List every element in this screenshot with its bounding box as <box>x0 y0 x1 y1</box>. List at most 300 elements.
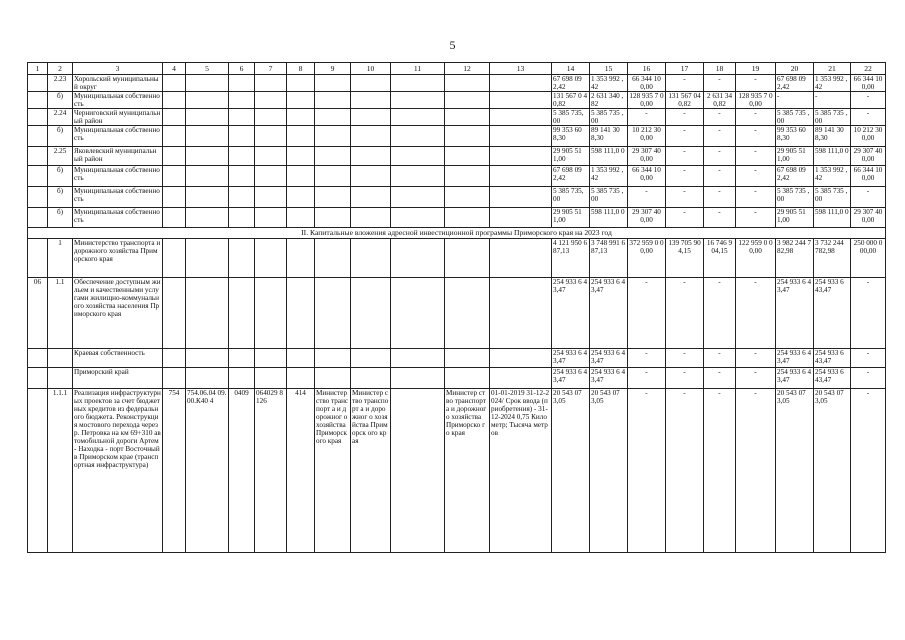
table-cell: 66 344 10 0,00 <box>851 75 886 92</box>
table-cell: - <box>666 187 704 208</box>
table-cell <box>351 208 391 228</box>
table-row <box>28 389 886 553</box>
table-cell: 1 353 992 ,42 <box>590 75 628 92</box>
table-cell: - <box>628 278 666 349</box>
table-cell: - <box>736 166 776 187</box>
table-cell: 598 111,0 0 <box>590 208 628 228</box>
table-cell <box>287 147 315 166</box>
table-cell: 5 385 735, 00 <box>552 187 590 208</box>
table-cell: 139 705 904,15 <box>666 239 704 278</box>
table-row <box>28 92 886 109</box>
table-cell: б) <box>48 208 73 228</box>
table-cell <box>255 208 287 228</box>
investment-table <box>27 62 886 553</box>
table-cell <box>28 75 48 92</box>
table-cell: - <box>666 126 704 147</box>
table-cell <box>315 126 351 147</box>
table-cell <box>445 166 490 187</box>
table-cell <box>48 368 73 389</box>
table-cell: 29 905 51 1,00 <box>776 208 814 228</box>
table-cell: Муниципальная собственность <box>73 126 163 147</box>
table-cell <box>490 75 552 92</box>
table-cell <box>287 349 315 368</box>
table-cell: 99 353 60 8,30 <box>552 126 590 147</box>
table-cell <box>229 368 255 389</box>
table-cell <box>28 389 48 553</box>
table-cell <box>391 278 445 349</box>
table-row <box>28 75 886 92</box>
table-cell: 66 344 10 0,00 <box>851 166 886 187</box>
table-cell: 2.25 <box>48 147 73 166</box>
table-cell <box>255 75 287 92</box>
table-cell: 5 385 735 ,00 <box>776 109 814 126</box>
table-cell: 20 543 07 3,05 <box>776 389 814 553</box>
table-cell: - <box>814 92 851 109</box>
table-cell <box>28 187 48 208</box>
column-header-cell: 22 <box>851 63 886 75</box>
table-cell <box>351 349 391 368</box>
table-cell: 1 353 992 ,42 <box>814 75 851 92</box>
table-cell <box>186 92 229 109</box>
table-row <box>28 109 886 126</box>
table-cell <box>255 368 287 389</box>
column-header-cell: 8 <box>287 63 315 75</box>
table-cell <box>490 278 552 349</box>
table-cell <box>445 239 490 278</box>
table-cell <box>229 278 255 349</box>
section-title: II. Капитальные вложения адресной инвестиционной программы Приморского края на 2023 год <box>28 228 886 239</box>
table-cell: 29 307 40 0,00 <box>851 208 886 228</box>
table-cell: - <box>666 147 704 166</box>
table-cell: - <box>851 92 886 109</box>
table-cell: 5 385 735 ,00 <box>814 109 851 126</box>
table-cell <box>445 92 490 109</box>
table-cell: Министер ство транспорт а и дорожног о хозяйства Приморск ого края <box>315 389 351 553</box>
table-cell: - <box>776 92 814 109</box>
column-header-cell: 4 <box>163 63 186 75</box>
table-cell: 064029 8126 <box>255 389 287 553</box>
table-cell <box>315 208 351 228</box>
table-cell: Яковлевский муниципальный район <box>73 147 163 166</box>
table-cell: 5 385 735 ,00 <box>590 187 628 208</box>
table-cell: 89 141 30 8,30 <box>590 126 628 147</box>
column-header-cell: 7 <box>255 63 287 75</box>
table-cell <box>229 166 255 187</box>
table-cell: - <box>736 389 776 553</box>
table-cell <box>351 126 391 147</box>
table-cell: 20 543 07 3,05 <box>552 389 590 553</box>
table-cell <box>287 92 315 109</box>
column-header-cell: 1 <box>28 63 48 75</box>
table-cell <box>28 208 48 228</box>
table-cell <box>287 109 315 126</box>
table-cell: - <box>736 187 776 208</box>
table-cell <box>186 187 229 208</box>
table-cell: 67 698 09 2,42 <box>552 75 590 92</box>
table-cell <box>287 208 315 228</box>
table-cell <box>186 147 229 166</box>
table-cell: 3 748 991 687,13 <box>590 239 628 278</box>
column-header-cell: 17 <box>666 63 704 75</box>
table-cell <box>255 166 287 187</box>
table-cell: - <box>851 389 886 553</box>
table-cell: 254 933 6 43,47 <box>590 349 628 368</box>
table-cell <box>351 75 391 92</box>
table-cell: 20 543 07 3,05 <box>814 389 851 553</box>
table-row <box>28 187 886 208</box>
table-cell <box>229 147 255 166</box>
table-cell <box>391 166 445 187</box>
table-cell: - <box>666 389 704 553</box>
table-cell: 06 <box>28 278 48 349</box>
table-cell: 128 935 7 00,00 <box>629 92 664 108</box>
table-cell <box>445 109 490 126</box>
table-cell: 29 307 40 0,00 <box>851 147 886 166</box>
table-cell: 1 <box>48 239 73 278</box>
table-cell: 3 732 244 782,98 <box>814 239 851 278</box>
table-cell <box>391 368 445 389</box>
table-cell <box>351 278 391 349</box>
table-cell <box>490 349 552 368</box>
column-header-cell: 19 <box>736 63 776 75</box>
table-cell: 01-01-2019 31-12-2024/ Срок ввода (приобретения) - 31-12-2024 0,75 Километр; Тысяча метров <box>490 389 552 553</box>
table-cell: 5 385 735, 00 <box>552 109 590 126</box>
section-title-row <box>28 228 886 239</box>
table-cell: 2 631 34 0,82 <box>704 92 736 109</box>
table-cell: 254 933 6 43,47 <box>776 349 814 368</box>
table-cell: - <box>736 109 776 126</box>
table-cell: - <box>666 75 704 92</box>
table-cell: 29 307 40 0,00 <box>628 147 666 166</box>
column-header-cell: 12 <box>445 63 490 75</box>
table-cell: 3 982 244 782,98 <box>776 239 814 278</box>
table-cell <box>490 126 552 147</box>
table-cell <box>315 239 351 278</box>
table-cell: 2.24 <box>48 109 73 126</box>
table-cell <box>351 147 391 166</box>
table-cell: 29 905 51 1,00 <box>552 208 590 228</box>
table-cell: 598 111,0 0 <box>814 147 851 166</box>
table-cell <box>315 109 351 126</box>
table-cell: 1 353 992 ,42 <box>590 166 628 187</box>
table-cell: - <box>736 208 776 228</box>
table-cell <box>255 187 287 208</box>
table-row <box>28 349 886 368</box>
table-cell: 122 959 0 00,00 <box>736 239 776 278</box>
table-cell: 254 933 6 43,47 <box>552 368 590 389</box>
table-cell: - <box>851 368 886 389</box>
table-cell <box>163 208 186 228</box>
table-cell <box>351 239 391 278</box>
column-header-cell: 11 <box>391 63 445 75</box>
table-cell: - <box>736 126 776 147</box>
table-cell <box>490 166 552 187</box>
table-cell: Обеспечение доступным жильем и качественными услугами жилищно-коммунального хозяйства населения Приморского края <box>73 278 163 349</box>
table-cell <box>391 389 445 553</box>
table-cell: 67 698 09 2,42 <box>552 166 590 187</box>
table-cell <box>287 368 315 389</box>
table-cell <box>445 349 490 368</box>
column-header-cell: 10 <box>351 63 391 75</box>
table-cell: Министер ство транспорт а и дорожного хозяйства Приморско го края <box>445 389 490 553</box>
table-cell: Краевая собственность <box>73 349 163 368</box>
table-cell: 254 933 6 43,47 <box>590 278 628 349</box>
table-cell <box>445 126 490 147</box>
table-cell: 5 385 735 ,00 <box>590 109 628 126</box>
table-cell: - <box>628 349 666 368</box>
table-cell: - <box>736 368 776 389</box>
column-header-cell: 3 <box>73 63 163 75</box>
table-cell <box>186 349 229 368</box>
table-cell <box>28 239 48 278</box>
table-cell: - <box>736 75 776 92</box>
table-cell <box>28 147 48 166</box>
table-cell: - <box>704 278 736 349</box>
page-number: 5 <box>449 38 456 52</box>
table-cell <box>391 92 445 109</box>
table-cell: - <box>704 166 736 187</box>
table-cell: Черниговский муниципальный район <box>73 109 163 126</box>
table-cell: 254 933 6 43,47 <box>776 278 814 349</box>
column-header-cell: 13 <box>490 63 552 75</box>
table-cell <box>163 187 186 208</box>
table-cell <box>391 126 445 147</box>
table-cell: - <box>736 278 776 349</box>
table-cell: - <box>851 278 886 349</box>
table-cell: 754 <box>163 389 186 553</box>
table-cell <box>163 239 186 278</box>
table-cell: б) <box>48 166 73 187</box>
table-cell <box>315 278 351 349</box>
table-cell <box>255 92 287 109</box>
table-cell <box>490 109 552 126</box>
table-cell: - <box>704 208 736 228</box>
table-cell: 372 959 0 00,00 <box>628 239 666 278</box>
table-cell: - <box>704 75 736 92</box>
table-cell <box>315 92 351 109</box>
table-cell <box>490 208 552 228</box>
table-cell <box>391 208 445 228</box>
table-cell: - <box>851 109 886 126</box>
table-cell <box>163 92 186 109</box>
table-cell <box>229 92 255 109</box>
table-cell: 250 000 0 00,00 <box>851 239 886 278</box>
table-cell: 10 212 30 0,00 <box>851 126 886 147</box>
table-cell <box>315 187 351 208</box>
table-cell <box>186 368 229 389</box>
table-cell <box>490 239 552 278</box>
table-cell: 99 353 60 8,30 <box>776 126 814 147</box>
table-cell <box>229 187 255 208</box>
table-cell <box>28 92 48 109</box>
column-header-cell: 2 <box>48 63 73 75</box>
table-cell <box>255 126 287 147</box>
table-cell: 1.1 <box>48 278 73 349</box>
table-cell: б) <box>48 187 73 208</box>
table-cell: 67 698 09 2,42 <box>776 75 814 92</box>
table-cell: Муниципальная собственность <box>73 92 163 109</box>
table-cell: 0409 <box>229 389 255 553</box>
table-cell: Хорольский муниципальный округ <box>73 75 163 92</box>
table-cell: - <box>628 389 666 553</box>
table-cell: 1 353 992 ,42 <box>814 166 851 187</box>
table-cell <box>186 208 229 228</box>
column-header-cell: 5 <box>186 63 229 75</box>
table-cell <box>315 349 351 368</box>
table-cell <box>287 187 315 208</box>
table-cell: 29 307 40 0,00 <box>628 208 666 228</box>
table-cell: Муниципальная собственность <box>73 208 163 228</box>
table-cell <box>28 109 48 126</box>
table-cell <box>315 368 351 389</box>
table-cell: - <box>736 349 776 368</box>
table-cell: 254 933 6 43,47 <box>814 368 851 389</box>
table-cell <box>28 349 48 368</box>
table-cell <box>351 368 391 389</box>
table-cell <box>229 239 255 278</box>
table-cell <box>445 187 490 208</box>
table-row <box>28 239 886 278</box>
table-cell: - <box>666 349 704 368</box>
table-cell: 5 385 735 ,00 <box>814 187 851 208</box>
table-cell: - <box>666 208 704 228</box>
column-header-cell: 6 <box>229 63 255 75</box>
table-cell: 254 933 6 43,47 <box>814 349 851 368</box>
table-cell <box>163 278 186 349</box>
table-cell: 254 933 6 43,47 <box>776 368 814 389</box>
table-cell <box>351 166 391 187</box>
table-cell: - <box>851 349 886 368</box>
column-header-cell: 15 <box>590 63 628 75</box>
table-cell <box>28 166 48 187</box>
table-cell <box>391 187 445 208</box>
table-cell <box>391 147 445 166</box>
table-cell: 414 <box>287 389 315 553</box>
table-cell: 20 543 07 3,05 <box>590 389 628 553</box>
table-cell <box>186 239 229 278</box>
table-cell: 16 746 9 04,15 <box>704 239 736 278</box>
table-cell <box>351 187 391 208</box>
table-cell: 66 344 10 0,00 <box>628 166 666 187</box>
table-cell <box>287 126 315 147</box>
table-cell: - <box>851 187 886 208</box>
table-cell: Реализация инфраструктурных проектов за счет бюджетных кредитов из федерального бюджета. Реконструкция мостового перехода через р. Петровка на км 69+310 автомобильной дороги Артем - Находка - порт Восточный в Приморском крае (транспортная инфраструктура) <box>73 389 163 553</box>
table-cell <box>186 166 229 187</box>
table-cell <box>163 109 186 126</box>
table-cell: - <box>666 368 704 389</box>
table-cell: 598 111,0 0 <box>814 208 851 228</box>
table-cell <box>287 239 315 278</box>
table-cell: 1.1.1 <box>48 389 73 553</box>
table-cell: 254 933 6 43,47 <box>552 278 590 349</box>
table-cell <box>229 109 255 126</box>
table-cell: - <box>704 187 736 208</box>
table-cell: 254 933 6 43,47 <box>814 278 851 349</box>
column-header-cell: 14 <box>552 63 590 75</box>
table-cell <box>255 349 287 368</box>
table-cell: Муниципальная собственность <box>73 187 163 208</box>
table-cell: - <box>666 166 704 187</box>
table-cell <box>229 349 255 368</box>
table-cell: - <box>736 147 776 166</box>
table-cell <box>163 166 186 187</box>
table-cell <box>391 239 445 278</box>
table-cell: 29 905 51 1,00 <box>552 147 590 166</box>
table-cell: 66 344 10 0,00 <box>628 75 666 92</box>
table-cell: 254 933 6 43,47 <box>552 349 590 368</box>
table-cell <box>48 349 73 368</box>
table-cell: - <box>704 349 736 368</box>
table-cell <box>163 349 186 368</box>
table-cell <box>287 75 315 92</box>
table-cell <box>255 109 287 126</box>
table-cell: б) <box>48 92 73 109</box>
table-cell <box>255 239 287 278</box>
table-cell <box>315 75 351 92</box>
table-cell: 598 111,0 0 <box>590 147 628 166</box>
table-cell <box>287 278 315 349</box>
table-row <box>28 126 886 147</box>
table-cell: - <box>704 389 736 553</box>
table-cell: 131 567 040,82 <box>666 92 704 109</box>
table-cell <box>28 368 48 389</box>
table-cell: 5 385 735 ,00 <box>776 187 814 208</box>
table-row <box>28 368 886 389</box>
table-cell <box>229 75 255 92</box>
table-cell <box>490 187 552 208</box>
table-row <box>28 147 886 166</box>
table-cell <box>287 166 315 187</box>
table-cell: - <box>704 126 736 147</box>
column-header-cell: 18 <box>704 63 736 75</box>
table-cell <box>391 109 445 126</box>
table-cell: - <box>666 109 704 126</box>
table-cell <box>186 109 229 126</box>
table-cell <box>445 75 490 92</box>
table-cell: - <box>704 109 736 126</box>
table-cell <box>445 147 490 166</box>
table-row <box>28 278 886 349</box>
table-cell <box>490 92 552 109</box>
table-cell: 10 212 30 0,00 <box>628 126 666 147</box>
table-cell <box>351 109 391 126</box>
table-cell: 67 698 09 2,42 <box>776 166 814 187</box>
table-cell: Министерство транспорта и дорожного хозяйства Приморского края <box>73 239 163 278</box>
table-cell: 128 935 7 00,00 <box>736 92 776 109</box>
table-cell <box>229 126 255 147</box>
table-cell <box>186 278 229 349</box>
table-cell: Министер ство транспорт а и дорожног о хозяйства Приморск ого края <box>351 389 391 553</box>
table-cell <box>186 126 229 147</box>
table-cell <box>255 147 287 166</box>
table-cell <box>445 278 490 349</box>
table-cell: 89 141 30 8,30 <box>814 126 851 147</box>
table-cell <box>445 368 490 389</box>
column-header-cell: 16 <box>628 63 666 75</box>
table-cell <box>391 349 445 368</box>
table-cell: 754.06.04 09.00.К40 4 <box>186 389 229 553</box>
table-cell <box>490 368 552 389</box>
table-cell: - <box>704 147 736 166</box>
table-cell: 2 631 340 ,82 <box>590 92 628 109</box>
table-cell: Приморский край <box>73 368 163 389</box>
table-cell <box>315 166 351 187</box>
table-cell: 131 567 0 40,82 <box>552 92 590 109</box>
table-cell: - <box>628 109 666 126</box>
table-cell <box>445 208 490 228</box>
table-cell: 4 121 950 687,13 <box>552 239 590 278</box>
table-cell: - <box>628 187 666 208</box>
